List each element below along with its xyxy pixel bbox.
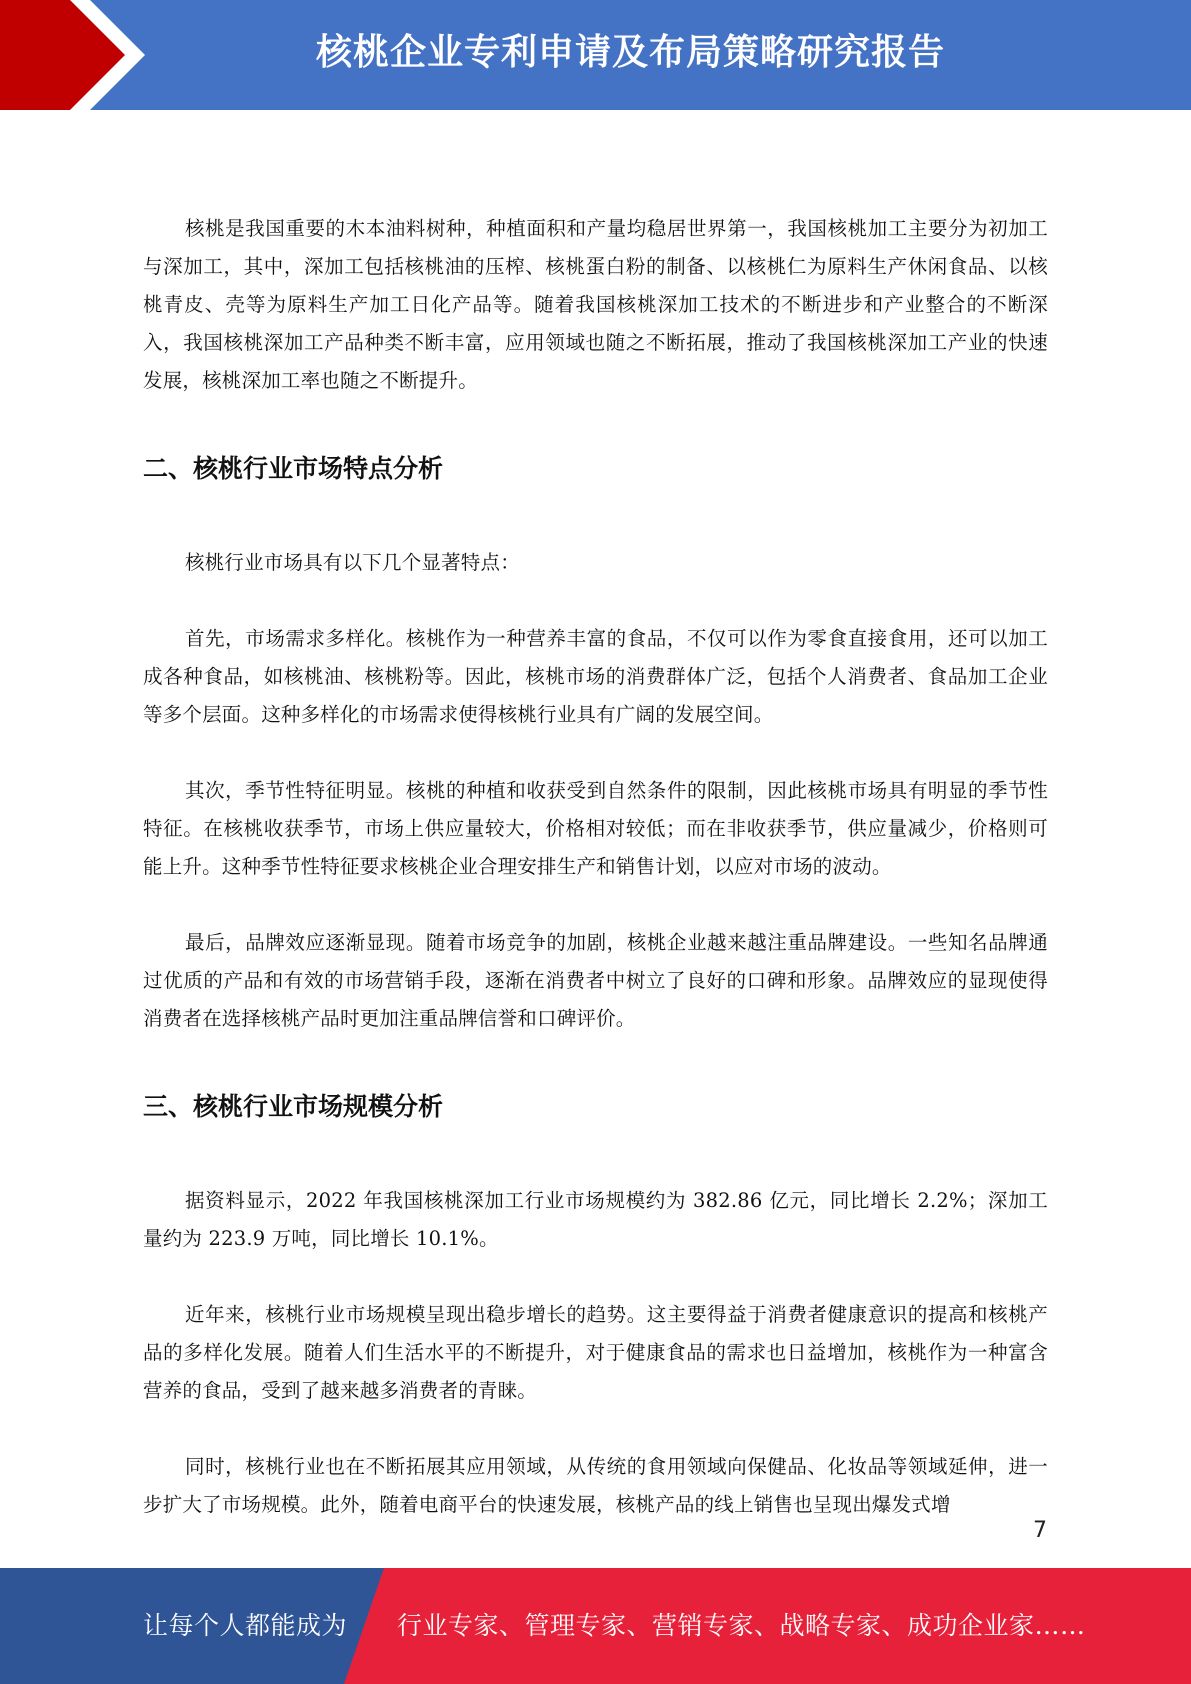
paragraph: 其次，季节性特征明显。核桃的种植和收获受到自然条件的限制，因此核桃市场具有明显的季节性特征。在核桃收获季节，市场上供应量较大，价格相对较低；而在非收获季节，供应量减少，价格则可能上升。这种季节性特征要求核桃企业合理安排生产和销售计划，以应对市场的波动。 — [143, 779, 1048, 878]
paragraph: 同时，核桃行业也在不断拓展其应用领域，从传统的食用领域向保健品、化妆品等领域延伸，进一步扩大了市场规模。此外，随着电商平台的快速发展，核桃产品的线上销售也呈现出爆发式增 — [143, 1455, 1048, 1516]
paragraph: 最后，品牌效应逐渐显现。随着市场竞争的加剧，核桃企业越来越注重品牌建设。一些知名品牌通过优质的产品和有效的市场营销手段，逐渐在消费者中树立了良好的口碑和形象。品牌效应的显现使得消费者在选择核桃产品时更加注重品牌信誉和口碑评价。 — [143, 931, 1048, 1030]
page-content — [143, 210, 1048, 1524]
page-header — [0, 0, 1191, 110]
footer-slogan-right: 行业专家、管理专家、营销专家、战略专家、成功企业家…… — [397, 1611, 1086, 1640]
page-footer — [0, 1568, 1191, 1684]
report-title: 核桃企业专利申请及布局策略研究报告 — [315, 32, 945, 73]
paragraph: 据资料显示，2022 年我国核桃深加工行业市场规模约为 382.86 亿元，同比增长 2.2%；深加工量约为 223.9 万吨，同比增长 10.1%。 — [143, 1189, 1048, 1250]
intro-paragraph: 核桃是我国重要的木本油料树种，种植面积和产量均稳居世界第一，我国核桃加工主要分为初加工与深加工，其中，深加工包括核桃油的压榨、核桃蛋白粉的制备、以核桃仁为原料生产休闲食品、以核桃青皮、壳等为原料生产加工日化产品等。随着我国核桃深加工技术的不断进步和产业整合的不断深入，我国核桃深加工产品种类不断丰富，应用领域也随之不断拓展，推动了我国核桃深加工产业的快速发展，核桃深加工率也随之不断提升。 — [143, 217, 1048, 392]
paragraph: 核桃行业市场具有以下几个显著特点： — [185, 551, 520, 574]
footer-slogan-left: 让每个人都能成为 — [143, 1611, 348, 1640]
paragraph: 首先，市场需求多样化。核桃作为一种营养丰富的食品，不仅可以作为零食直接食用，还可以加工成各种食品，如核桃油、核桃粉等。因此，核桃市场的消费群体广泛，包括个人消费者、食品加工企业等多个层面。这种多样化的市场需求使得核桃行业具有广阔的发展空间。 — [143, 627, 1048, 726]
red-chevron-decoration — [0, 0, 160, 110]
paragraph: 近年来，核桃行业市场规模呈现出稳步增长的趋势。这主要得益于消费者健康意识的提高和核桃产品的多样化发展。随着人们生活水平的不断提升，对于健康食品的需求也日益增加，核桃作为一种富含营养的食品，受到了越来越多消费者的青睐。 — [143, 1303, 1048, 1402]
section-heading-market-features: 二、核桃行业市场特点分析 — [143, 454, 444, 483]
page-number: 7 — [1033, 1518, 1047, 1543]
section-heading-market-size: 三、核桃行业市场规模分析 — [143, 1092, 444, 1121]
